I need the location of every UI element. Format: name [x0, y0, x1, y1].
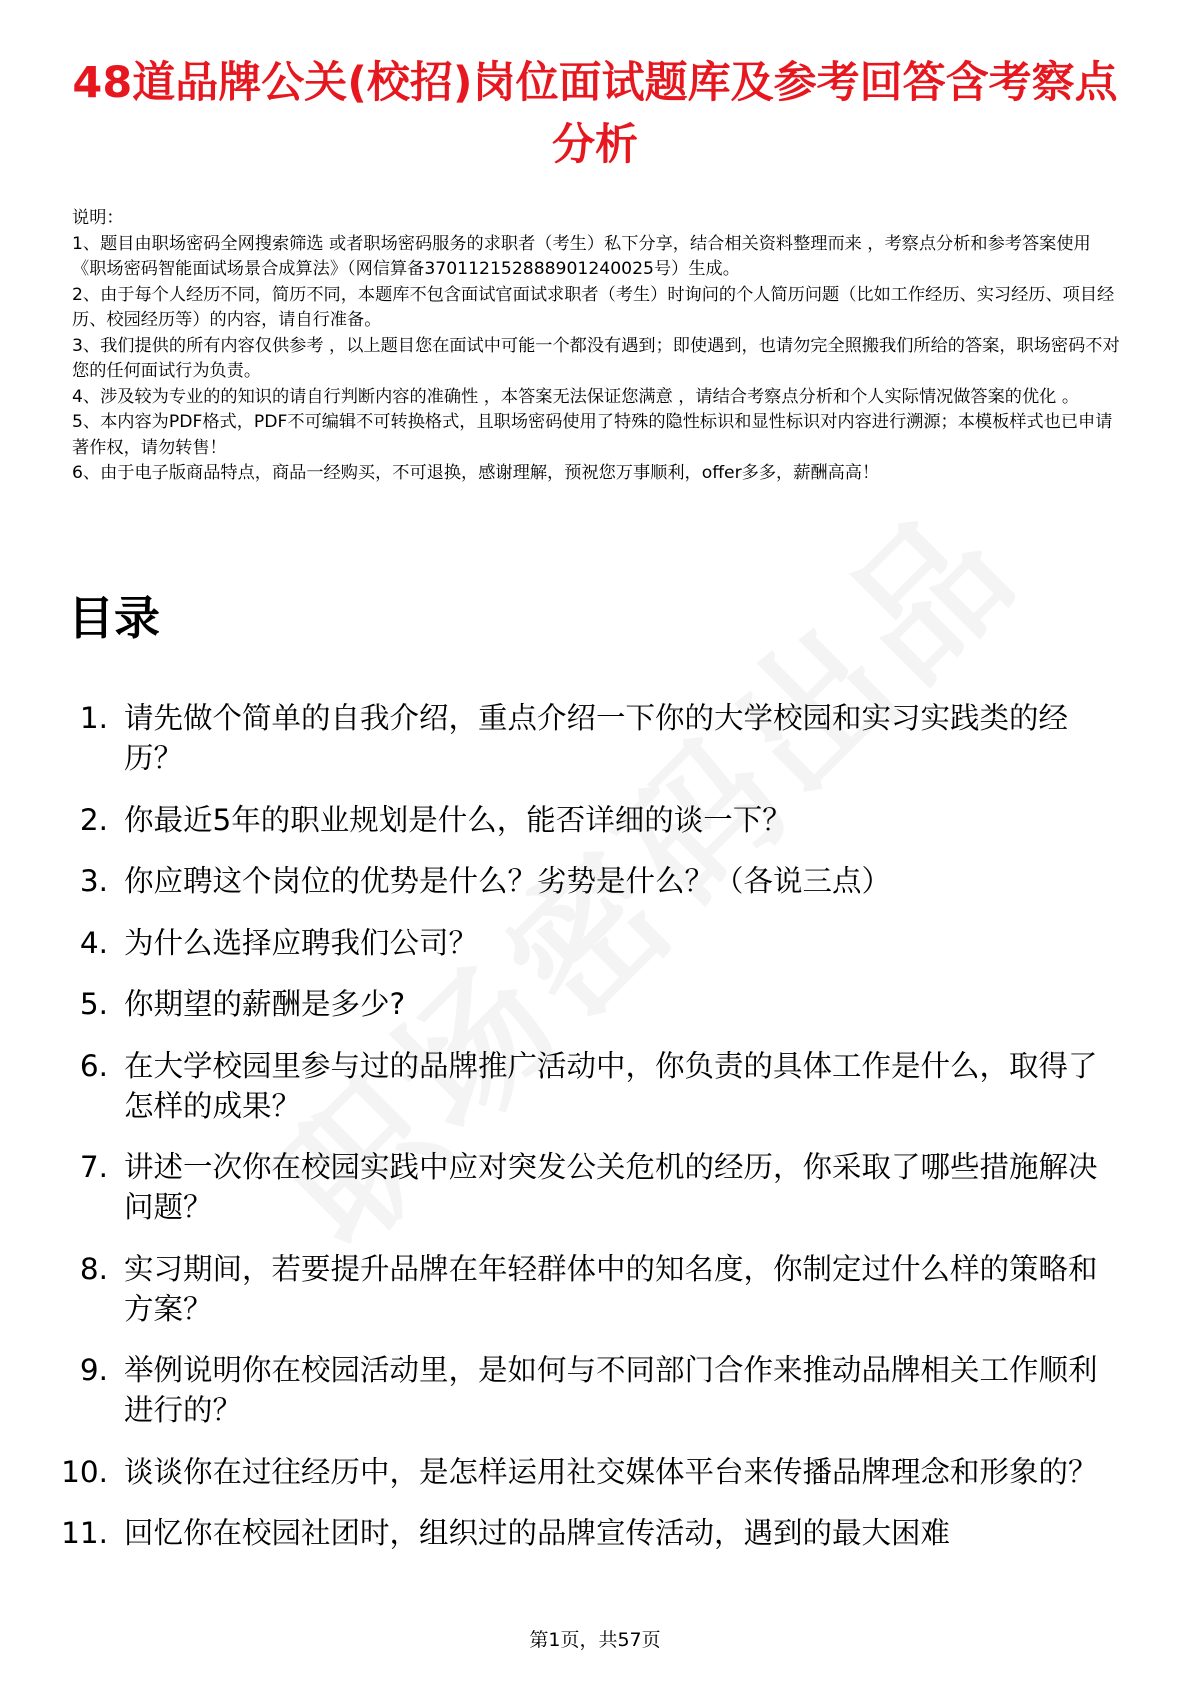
toc-item[interactable]	[60, 800, 1120, 840]
toc-number: 9.	[79, 1353, 108, 1387]
toc-item[interactable]	[60, 984, 1120, 1024]
toc-item[interactable]	[60, 1452, 1120, 1492]
toc-number: 6.	[79, 1048, 108, 1083]
toc-question: 你期望的薪酬是多少?	[124, 987, 406, 1021]
toc-question: 讲述一次你在校园实践中应对突发公关危机的经历，你采取了哪些措施解决问题？	[124, 1150, 1098, 1224]
toc-number: 8.	[79, 1251, 108, 1286]
note-item: 1、题目由职场密码全网搜索筛选 或者职场密码服务的求职者（考生）私下分享，结合相关资料整理而来 ，考察点分析和参考答案使用《职场密码智能面试场景合成算法》（网信算备370112152888901240025号）生成。	[72, 233, 1091, 279]
toc-question: 你最近5年的职业规划是什么，能否详细的谈一下？	[124, 802, 792, 837]
toc-question: 请先做个简单的自我介绍，重点介绍一下你的大学校园和实习实践类的经历？	[124, 701, 1069, 775]
toc-number: 3.	[79, 864, 108, 898]
toc-item[interactable]	[60, 861, 1120, 901]
page-footer: 第1页，共57页	[529, 1629, 661, 1651]
toc-question: 为什么选择应聘我们公司？	[124, 925, 479, 960]
toc-question: 你应聘这个岗位的优势是什么？劣势是什么？（各说三点）	[124, 864, 892, 898]
toc-number: 2.	[79, 802, 108, 837]
note-item: 3、我们提供的所有内容仅供参考 ，以上题目您在面试中可能一个都没有遇到；即使遇到，也请勿完全照搬我们所给的答案，职场密码不对您的任何面试行为负责。	[72, 335, 1120, 381]
toc-question: 举例说明你在校园活动里，是如何与不同部门合作来推动品牌相关工作顺利进行的？	[124, 1353, 1098, 1427]
toc-number: 4.	[79, 925, 108, 960]
toc-item[interactable]	[60, 1249, 1120, 1329]
toc-item[interactable]	[60, 1147, 1120, 1227]
toc-list	[60, 698, 1120, 1575]
toc-item[interactable]	[60, 923, 1120, 963]
toc-item[interactable]	[60, 1046, 1120, 1126]
note-item: 2、由于每个人经历不同，简历不同，本题库不包含面试官面试求职者（考生）时询问的个人简历问题（比如工作经历、实习经历、项目经历、校园经历等）的内容，请自行准备。	[72, 284, 1115, 330]
toc-number: 5.	[79, 987, 108, 1021]
toc-number: 1.	[79, 701, 108, 735]
notes-heading: 说明：	[72, 208, 124, 228]
toc-number: 7.	[79, 1150, 108, 1184]
toc-question: 回忆你在校园社团时，组织过的品牌宣传活动，遇到的最大困难	[124, 1516, 951, 1550]
toc-question: 在大学校园里参与过的品牌推广活动中，你负责的具体工作是什么，取得了怎样的成果？	[124, 1048, 1098, 1123]
note-item: 4、涉及较为专业的的知识的请自行判断内容的准确性 ，本答案无法保证您满意 ，请结合考察点分析和个人实际情况做答案的优化 。	[72, 386, 1080, 407]
notes-section	[72, 206, 1122, 487]
toc-question: 谈谈你在过往经历中，是怎样运用社交媒体平台来传播品牌理念和形象的？	[124, 1454, 1098, 1489]
note-item: 5、本内容为PDF格式，PDF不可编辑不可转换格式，且职场密码使用了特殊的隐性标识和显性标识对内容进行溯源；本模板样式也已申请著作权，请勿转售！	[72, 412, 1113, 458]
note-item: 6、由于电子版商品特点，商品一经购买，不可退换，感谢理解，预祝您万事顺利，offer多多，薪酬高高！	[72, 463, 880, 483]
toc-number: 11.	[61, 1516, 108, 1550]
toc-item[interactable]	[60, 698, 1120, 778]
toc-number: 10.	[61, 1454, 108, 1489]
document-title: 48道品牌公关(校招)岗位面试题库及参考回答含考察点分析	[72, 58, 1118, 170]
toc-question: 实习期间，若要提升品牌在年轻群体中的知名度，你制定过什么样的策略和方案？	[124, 1251, 1098, 1326]
toc-item[interactable]	[60, 1350, 1120, 1430]
toc-heading: 目录	[68, 591, 160, 645]
toc-item[interactable]	[60, 1513, 1120, 1553]
